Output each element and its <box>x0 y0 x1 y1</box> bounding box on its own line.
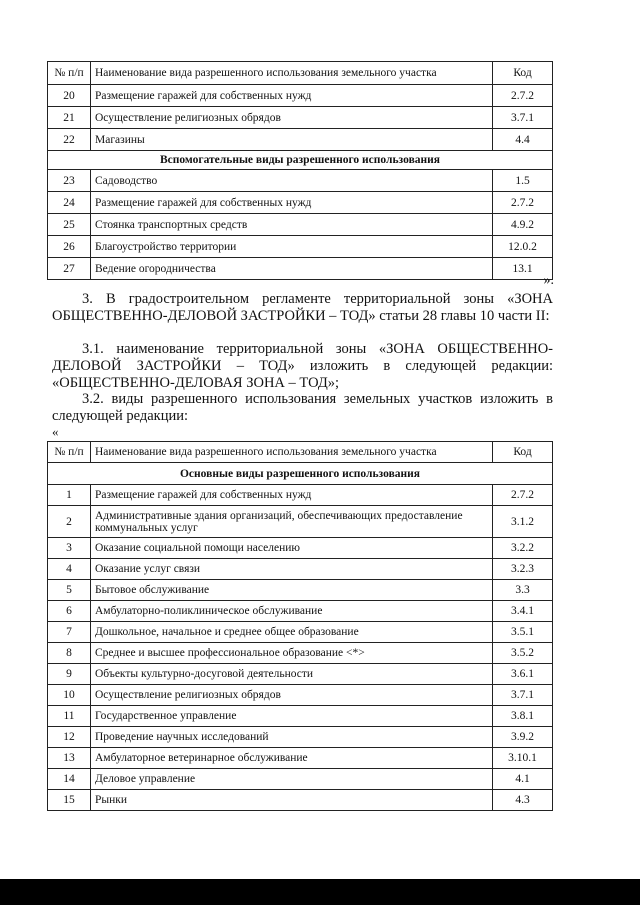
row-number: 21 <box>48 107 91 129</box>
row-code: 2.7.2 <box>493 85 553 107</box>
row-name: Государственное управление <box>91 706 493 727</box>
row-number: 3 <box>48 538 91 559</box>
table-top-body <box>48 62 553 280</box>
row-number: 4 <box>48 559 91 580</box>
table-row <box>48 129 553 151</box>
row-code: 3.6.1 <box>493 664 553 685</box>
row-name: Размещение гаражей для собственных нужд <box>91 85 493 107</box>
header-name: Наименование вида разрешенного использования земельного участка <box>91 442 493 463</box>
table-row <box>48 685 553 706</box>
table-row <box>48 559 553 580</box>
scan-edge-bar <box>0 879 640 905</box>
land-use-table-top <box>47 61 553 280</box>
row-code: 13.1 <box>493 258 553 280</box>
row-number: 25 <box>48 214 91 236</box>
row-code: 3.7.1 <box>493 107 553 129</box>
table-row <box>48 790 553 811</box>
header-code: Код <box>493 442 553 463</box>
section-title: Вспомогательные виды разрешенного использования <box>48 151 553 170</box>
table-row <box>48 485 553 506</box>
row-number: 26 <box>48 236 91 258</box>
row-code: 3.2.3 <box>493 559 553 580</box>
opening-quote: « <box>52 424 59 439</box>
row-name: Амбулаторно-поликлиническое обслуживание <box>91 601 493 622</box>
row-number: 10 <box>48 685 91 706</box>
row-code: 4.3 <box>493 790 553 811</box>
paragraph-3: 3. В градостроительном регламенте территориальной зоны «ЗОНА ОБЩЕСТВЕННО-ДЕЛОВОЙ ЗАСТРОЙКИ – ТОД» статьи 28 главы 10 части II: <box>52 291 553 324</box>
row-name: Среднее и высшее профессиональное образование <*> <box>91 643 493 664</box>
row-code: 3.4.1 <box>493 601 553 622</box>
row-number: 27 <box>48 258 91 280</box>
row-code: 3.3 <box>493 580 553 601</box>
row-number: 8 <box>48 643 91 664</box>
row-name: Административные здания организаций, обеспечивающих предоставление коммунальных услуг <box>91 506 493 538</box>
row-name: Благоустройство территории <box>91 236 493 258</box>
row-number: 14 <box>48 769 91 790</box>
paragraph-3-2: 3.2. виды разрешенного использования земельных участков изложить в следующей редакции: <box>52 391 553 424</box>
row-code: 3.10.1 <box>493 748 553 769</box>
row-number: 9 <box>48 664 91 685</box>
row-number: 23 <box>48 170 91 192</box>
row-name: Осуществление религиозных обрядов <box>91 107 493 129</box>
table-row <box>48 643 553 664</box>
row-number: 7 <box>48 622 91 643</box>
table-row <box>48 538 553 559</box>
row-name: Бытовое обслуживание <box>91 580 493 601</box>
row-number: 11 <box>48 706 91 727</box>
row-code: 3.2.2 <box>493 538 553 559</box>
table-row <box>48 236 553 258</box>
row-number: 2 <box>48 506 91 538</box>
row-name: Магазины <box>91 129 493 151</box>
header-num: № п/п <box>48 442 91 463</box>
row-number: 5 <box>48 580 91 601</box>
row-number: 1 <box>48 485 91 506</box>
table-row <box>48 107 553 129</box>
row-code: 4.9.2 <box>493 214 553 236</box>
row-code: 3.1.2 <box>493 506 553 538</box>
row-code: 4.1 <box>493 769 553 790</box>
row-number: 20 <box>48 85 91 107</box>
row-code: 3.5.2 <box>493 643 553 664</box>
row-name: Стоянка транспортных средств <box>91 214 493 236</box>
table-row <box>48 622 553 643</box>
row-number: 24 <box>48 192 91 214</box>
row-code: 2.7.2 <box>493 192 553 214</box>
table-row <box>48 664 553 685</box>
table-header-row <box>48 442 553 463</box>
table-row <box>48 727 553 748</box>
row-code: 4.4 <box>493 129 553 151</box>
table-row <box>48 170 553 192</box>
row-name: Амбулаторное ветеринарное обслуживание <box>91 748 493 769</box>
table-row <box>48 506 553 538</box>
row-code: 3.5.1 <box>493 622 553 643</box>
table-row <box>48 258 553 280</box>
row-name: Объекты культурно-досуговой деятельности <box>91 664 493 685</box>
row-name: Осуществление религиозных обрядов <box>91 685 493 706</box>
table-row <box>48 85 553 107</box>
table-row <box>48 769 553 790</box>
header-code: Код <box>493 62 553 85</box>
row-name: Размещение гаражей для собственных нужд <box>91 485 493 506</box>
row-name: Дошкольное, начальное и среднее общее образование <box>91 622 493 643</box>
table-row <box>48 601 553 622</box>
header-name: Наименование вида разрешенного использования земельного участка <box>91 62 493 85</box>
table-header-row <box>48 62 553 85</box>
row-number: 22 <box>48 129 91 151</box>
row-code: 12.0.2 <box>493 236 553 258</box>
table-row <box>48 706 553 727</box>
table-row <box>48 214 553 236</box>
row-name: Рынки <box>91 790 493 811</box>
header-num: № п/п <box>48 62 91 85</box>
row-code: 2.7.2 <box>493 485 553 506</box>
row-name: Оказание социальной помощи населению <box>91 538 493 559</box>
closing-quote: ». <box>543 273 554 288</box>
row-number: 6 <box>48 601 91 622</box>
section-title: Основные виды разрешенного использования <box>48 463 553 485</box>
row-number: 13 <box>48 748 91 769</box>
row-name: Проведение научных исследований <box>91 727 493 748</box>
row-code: 1.5 <box>493 170 553 192</box>
row-number: 15 <box>48 790 91 811</box>
land-use-table-main <box>47 441 553 811</box>
table-row <box>48 580 553 601</box>
table-row <box>48 192 553 214</box>
row-name: Садоводство <box>91 170 493 192</box>
row-name: Оказание услуг связи <box>91 559 493 580</box>
row-number: 12 <box>48 727 91 748</box>
row-name: Деловое управление <box>91 769 493 790</box>
table-main-body <box>48 442 553 811</box>
paragraph-3-1: 3.1. наименование территориальной зоны «ЗОНА ОБЩЕСТВЕННО-ДЕЛОВОЙ ЗАСТРОЙКИ – ТОД» изложить в следующей редакции: «ОБЩЕСТВЕННО-ДЕЛОВАЯ ЗОНА – ТОД»; <box>52 341 553 391</box>
section-row <box>48 463 553 485</box>
section-row <box>48 151 553 170</box>
row-code: 3.8.1 <box>493 706 553 727</box>
row-code: 3.9.2 <box>493 727 553 748</box>
table-row <box>48 748 553 769</box>
row-name: Размещение гаражей для собственных нужд <box>91 192 493 214</box>
row-name: Ведение огородничества <box>91 258 493 280</box>
row-code: 3.7.1 <box>493 685 553 706</box>
